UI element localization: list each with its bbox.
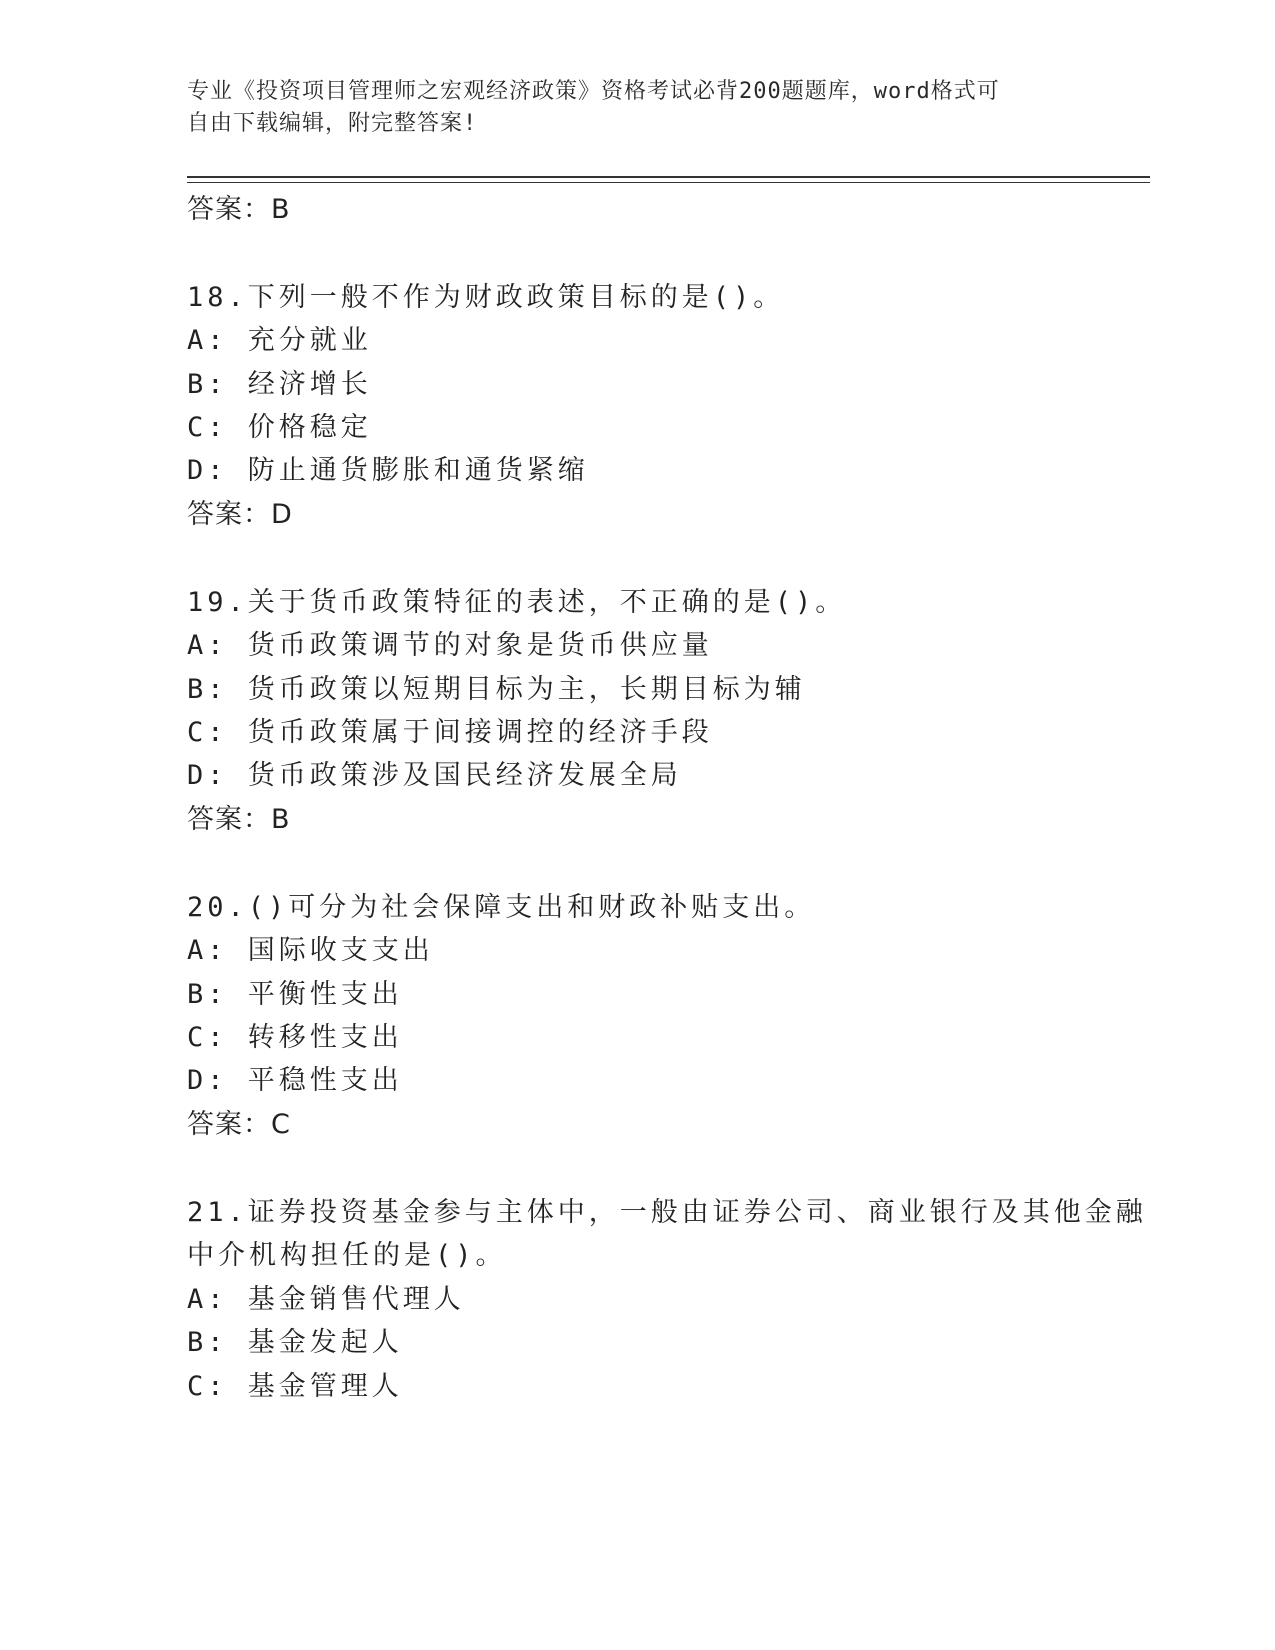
question-18-option-c: C: 价格稳定 — [187, 412, 372, 443]
question-20-stem: 20.()可分为社会保障支出和财政补贴支出。 — [187, 892, 816, 923]
question-20-option-a: A: 国际收支支出 — [187, 935, 434, 966]
question-21-stem-line-1: 21.证券投资基金参与主体中，一般由证券公司、商业银行及其他金融 — [187, 1197, 1147, 1228]
question-20-option-b: B: 平衡性支出 — [187, 979, 403, 1010]
question-19-answer: 答案：B — [187, 804, 291, 835]
question-19-option-b: B: 货币政策以短期目标为主，长期目标为辅 — [187, 674, 806, 705]
question-18-option-b: B: 经济增长 — [187, 369, 372, 400]
question-21-option-c: C: 基金管理人 — [187, 1371, 403, 1402]
question-20-option-c: C: 转移性支出 — [187, 1022, 403, 1053]
header-divider-thin — [187, 182, 1150, 183]
question-18-stem: 18.下列一般不作为财政政策目标的是()。 — [187, 282, 785, 313]
document-header — [187, 76, 1067, 140]
question-19-stem: 19.关于货币政策特征的表述，不正确的是()。 — [187, 587, 847, 618]
header-line-1: 专业《投资项目管理师之宏观经济政策》资格考试必背200题题库，word格式可 — [187, 79, 1000, 104]
header-line-2: 自由下载编辑，附完整答案! — [187, 111, 478, 136]
question-20-option-d: D: 平稳性支出 — [187, 1065, 403, 1096]
question-19-option-d: D: 货币政策涉及国民经济发展全局 — [187, 760, 682, 791]
question-18-option-d: D: 防止通货膨胀和通货紧缩 — [187, 455, 589, 486]
question-19-option-a: A: 货币政策调节的对象是货币供应量 — [187, 630, 713, 661]
question-18-option-a: A: 充分就业 — [187, 325, 372, 356]
question-20-answer: 答案：C — [187, 1109, 291, 1140]
previous-answer: 答案：B — [187, 194, 291, 225]
question-18-answer: 答案：D — [187, 499, 293, 530]
question-19-option-c: C: 货币政策属于间接调控的经济手段 — [187, 717, 713, 748]
question-21-stem-line-2: 中介机构担任的是()。 — [187, 1240, 507, 1271]
header-divider-thick — [187, 176, 1150, 178]
question-21-option-a: A: 基金销售代理人 — [187, 1284, 465, 1315]
question-21-option-b: B: 基金发起人 — [187, 1327, 403, 1358]
